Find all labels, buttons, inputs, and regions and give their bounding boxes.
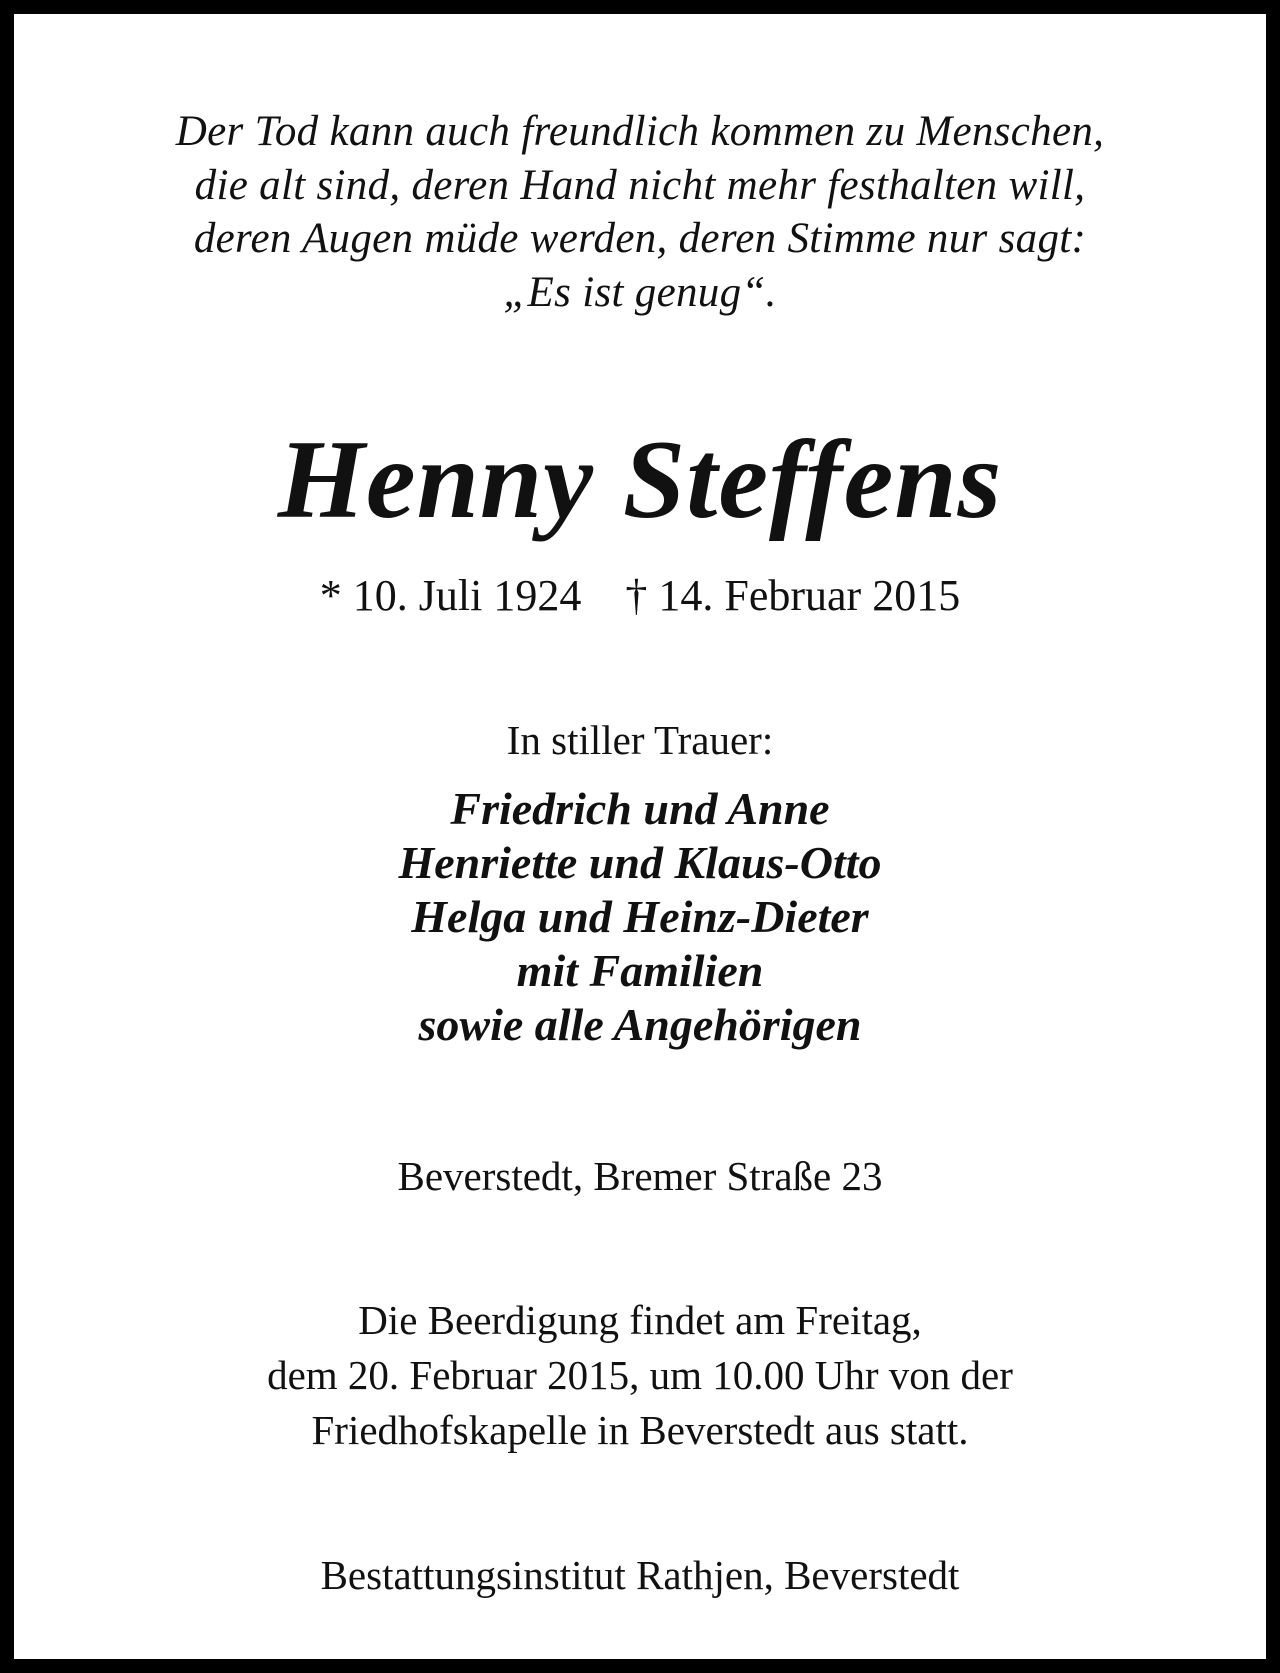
undertaker: Bestattungsinstitut Rathjen, Beverstedt — [320, 1552, 960, 1598]
verse-line: die alt sind, deren Hand nicht mehr festhalten will, — [194, 162, 1086, 209]
death-date: † 14. Februar 2015 — [625, 571, 961, 620]
mourning-heading: In stiller Trauer: — [506, 717, 774, 763]
verse-line: Der Tod kann auch freundlich kommen zu Menschen, — [175, 108, 1105, 155]
mourner-line: Helga und Heinz-Dieter — [411, 891, 869, 942]
mourner-line: sowie alle Angehörigen — [418, 999, 862, 1050]
mourner-line: Friedrich und Anne — [450, 783, 830, 834]
address: Beverstedt, Bremer Straße 23 — [397, 1153, 883, 1199]
mourner-line: Henriette und Klaus-Otto — [398, 837, 882, 888]
birth-date: * 10. Juli 1924 — [319, 571, 582, 620]
mourner-line: mit Familien — [516, 945, 764, 996]
deceased-name: Henny Steffens — [277, 418, 1003, 542]
funeral-line: Die Beerdigung findet am Freitag, — [358, 1297, 922, 1343]
funeral-line: Friedhofskapelle in Beverstedt aus statt. — [311, 1407, 969, 1453]
life-dates — [54, 571, 1226, 620]
funeral-line: dem 20. Februar 2015, um 10.00 Uhr von der — [267, 1352, 1013, 1398]
verse-line: deren Augen müde werden, deren Stimme nur sagt: — [193, 215, 1087, 262]
verse-line: „Es ist genug“. — [503, 269, 777, 316]
